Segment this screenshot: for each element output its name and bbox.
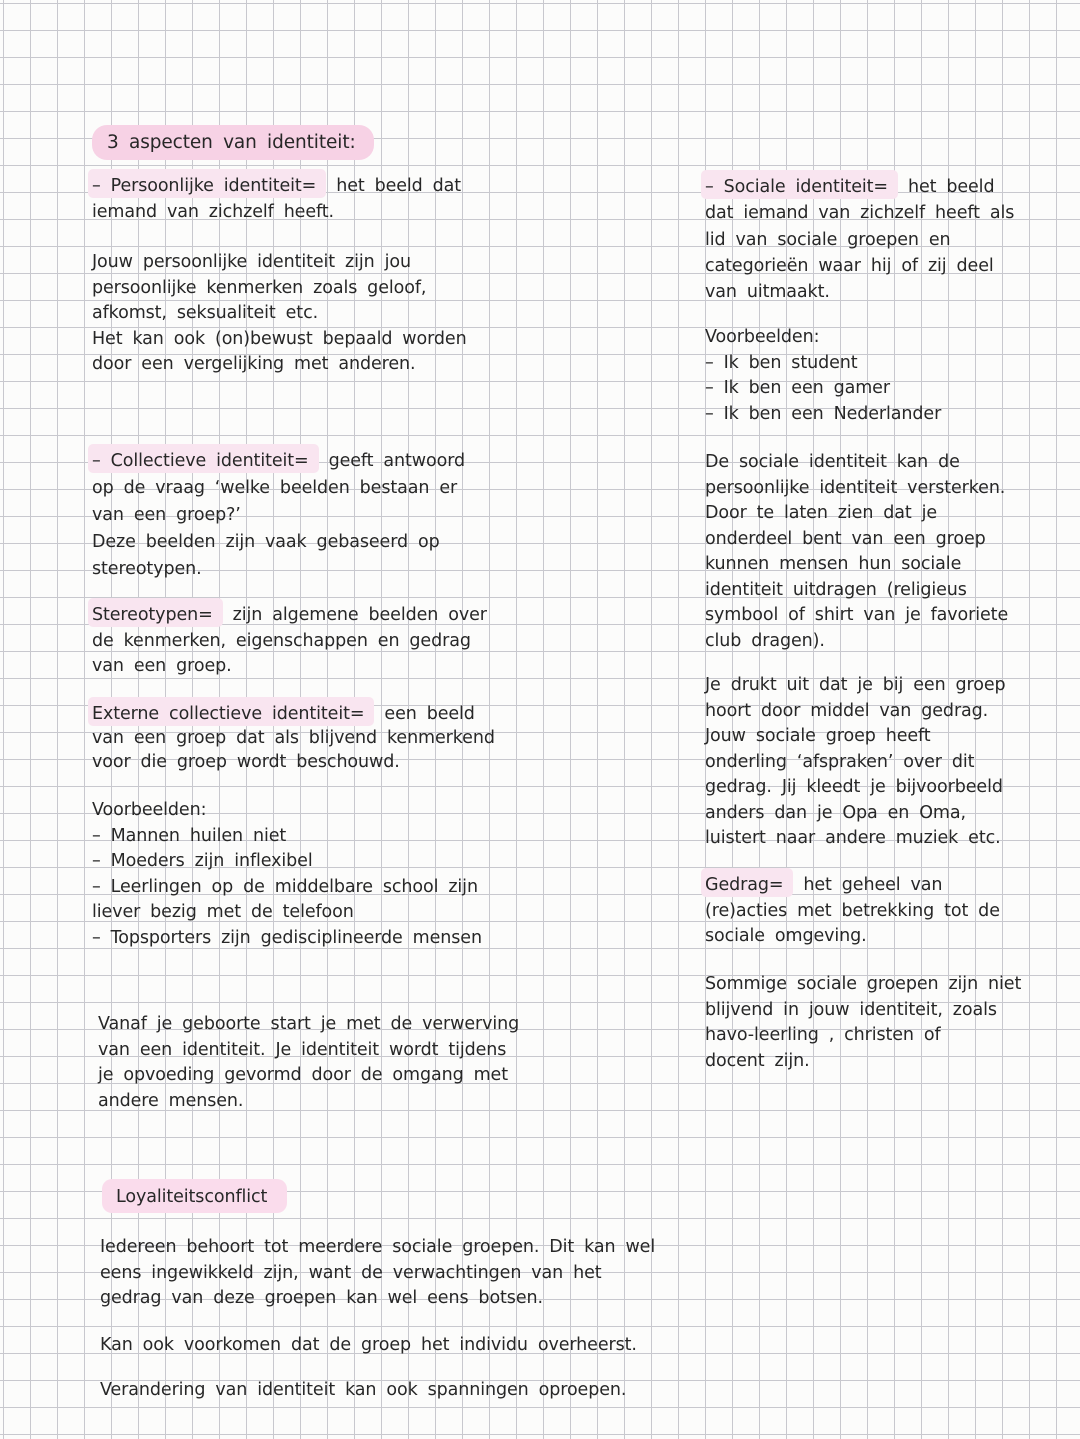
- list-item: – Ik ben een Nederlander: [705, 403, 942, 424]
- text-line: symbool of shirt van je favoriete: [705, 605, 1009, 625]
- text-line: onderdeel bent van een groep: [705, 528, 986, 549]
- text-line: de kenmerken, eigenschappen en gedrag: [92, 630, 471, 651]
- highlighted-title: 3 aspecten van identiteit:: [92, 125, 374, 160]
- highlighted-term: – Collectieve identiteit=: [88, 444, 319, 473]
- text-line: Kan ook voorkomen dat de groep het individu overheerst.: [100, 1335, 637, 1355]
- text-span: het geheel van: [793, 875, 943, 895]
- section-title: [92, 130, 374, 156]
- text-line: blijvend in jouw identiteit, zoals: [705, 999, 997, 1020]
- text-line: Voorbeelden:: [705, 327, 820, 347]
- text-line: dat iemand van zichzelf heeft als: [705, 203, 1015, 224]
- text-line: op de vraag ‘welke beelden bestaan er: [92, 478, 458, 498]
- text-line: Vanaf je geboorte start je met de verwerving: [98, 1014, 520, 1034]
- text-line: [92, 603, 487, 629]
- text-line: Jouw sociale groep heeft: [705, 726, 931, 746]
- text-line: gedrag. Jij kleedt je bijvoorbeeld: [705, 777, 1003, 797]
- text-line: Het kan ook (on)bewust bepaald worden: [92, 328, 467, 349]
- para-loyaliteitsconflict-intro: [100, 1235, 655, 1312]
- text-line: identiteit uitdragen (religieus: [705, 579, 967, 600]
- text-line: docent zijn.: [705, 1050, 810, 1071]
- text-line: door een vergelijking met anderen.: [92, 354, 416, 374]
- list-item: – Mannen huilen niet: [92, 825, 287, 846]
- def-externe-collectieve-identiteit: [92, 702, 495, 774]
- def-sociale-identiteit: [705, 174, 1014, 305]
- text-span: het beeld dat: [326, 176, 462, 196]
- def-gedrag: [705, 873, 1000, 950]
- text-line: Jouw persoonlijke identiteit zijn jou: [92, 252, 411, 272]
- text-line: categorieën waar hij of zij deel: [705, 255, 994, 276]
- list-voorbeelden-sociale-identiteit: [705, 325, 941, 427]
- list-item: – Leerlingen op de middelbare school zijn: [92, 876, 478, 897]
- text-line: anders dan je Opa en Oma,: [705, 802, 966, 823]
- list-voorbeelden-stereotypen: [92, 798, 482, 951]
- text-line: kunnen mensen hun sociale: [705, 554, 962, 574]
- list-item: – Moeders zijn inflexibel: [92, 851, 313, 871]
- def-persoonlijke-identiteit: [92, 174, 461, 225]
- text-line: iemand van zichzelf heeft.: [92, 201, 334, 222]
- text-line: andere mensen.: [98, 1090, 244, 1111]
- text-line: liever bezig met de telefoon: [92, 902, 354, 922]
- highlighted-heading: Loyaliteitsconflict: [102, 1179, 287, 1213]
- para-groep-overheerst: [100, 1333, 637, 1359]
- text-line: sociale omgeving.: [705, 926, 867, 946]
- text-line: van een groep.: [92, 656, 232, 676]
- text-span: een beeld: [374, 704, 475, 724]
- text-line: eens ingewikkeld zijn, want de verwachtingen van het: [100, 1262, 602, 1283]
- text-line: (re)acties met betrekking tot de: [705, 900, 1000, 921]
- text-line: Deze beelden zijn vaak gebaseerd op: [92, 532, 440, 552]
- highlighted-term: Gedrag=: [701, 868, 793, 897]
- highlighted-term: Stereotypen=: [88, 598, 223, 627]
- text-line: van een identiteit. Je identiteit wordt tijdens: [98, 1039, 507, 1060]
- text-line: Sommige sociale groepen zijn niet: [705, 974, 1022, 994]
- text-span: geeft antwoord: [318, 451, 465, 471]
- text-line: havo-leerling , christen of: [705, 1025, 941, 1045]
- text-line: van een groep dat als blijvend kenmerkend: [92, 728, 495, 748]
- text-line: [705, 174, 1014, 200]
- heading-loyaliteitsconflict: [102, 1185, 287, 1211]
- para-niet-blijvende-groepen: [705, 972, 1021, 1074]
- list-item: – Ik ben student: [705, 352, 858, 373]
- para-gedrag-uitdrukken: [705, 673, 1006, 852]
- def-collectieve-identiteit: [92, 448, 465, 583]
- text-line: van een groep?’: [92, 505, 241, 525]
- text-line: [92, 448, 465, 475]
- text-line: van uitmaakt.: [705, 282, 830, 303]
- highlighted-term: – Sociale identiteit=: [701, 170, 898, 199]
- para-verwerving-identiteit: [98, 1012, 519, 1114]
- para-sociale-versterkt-persoonlijke: [705, 450, 1008, 654]
- text-line: persoonlijke kenmerken zoals geloof,: [92, 277, 427, 298]
- para-verandering-identiteit: [100, 1378, 626, 1404]
- text-line: [92, 702, 495, 726]
- text-line: [705, 873, 1000, 899]
- para-jouw-persoonlijke-identiteit: [92, 250, 467, 378]
- text-line: onderling ‘afspraken’ over dit: [705, 751, 975, 772]
- text-line: Voorbeelden:: [92, 800, 207, 820]
- text-line: Verandering van identiteit kan ook spanningen oproepen.: [100, 1380, 627, 1400]
- text-line: hoort door middel van gedrag.: [705, 700, 989, 721]
- text-line: Iedereen behoort tot meerdere sociale groepen. Dit kan wel: [100, 1237, 656, 1257]
- text-line: [92, 174, 461, 200]
- list-item: – Ik ben een gamer: [705, 378, 890, 398]
- highlighted-term: Externe collectieve identiteit=: [88, 697, 374, 726]
- text-line: De sociale identiteit kan de: [705, 452, 960, 472]
- text-line: gedrag van deze groepen kan wel eens botsen.: [100, 1288, 543, 1308]
- text-line: stereotypen.: [92, 559, 202, 579]
- text-line: Door te laten zien dat je: [705, 503, 938, 523]
- text-line: lid van sociale groepen en: [705, 229, 951, 250]
- text-line: je opvoeding gevormd door de omgang met: [98, 1065, 508, 1085]
- text-line: persoonlijke identiteit versterken.: [705, 477, 1006, 498]
- text-line: luistert naar andere muziek etc.: [705, 828, 1001, 848]
- text-line: afkomst, seksualiteit etc.: [92, 303, 319, 323]
- list-item: – Topsporters zijn gedisciplineerde mensen: [92, 927, 482, 948]
- highlighted-term: – Persoonlijke identiteit=: [88, 169, 326, 198]
- text-line: club dragen).: [705, 630, 825, 651]
- text-span: zijn algemene beelden over: [222, 605, 487, 625]
- text-line: voor die groep wordt beschouwd.: [92, 752, 400, 772]
- text-span: het beeld: [898, 177, 995, 197]
- text-line: Je drukt uit dat je bij een groep: [705, 675, 1006, 695]
- def-stereotypen: [92, 603, 487, 680]
